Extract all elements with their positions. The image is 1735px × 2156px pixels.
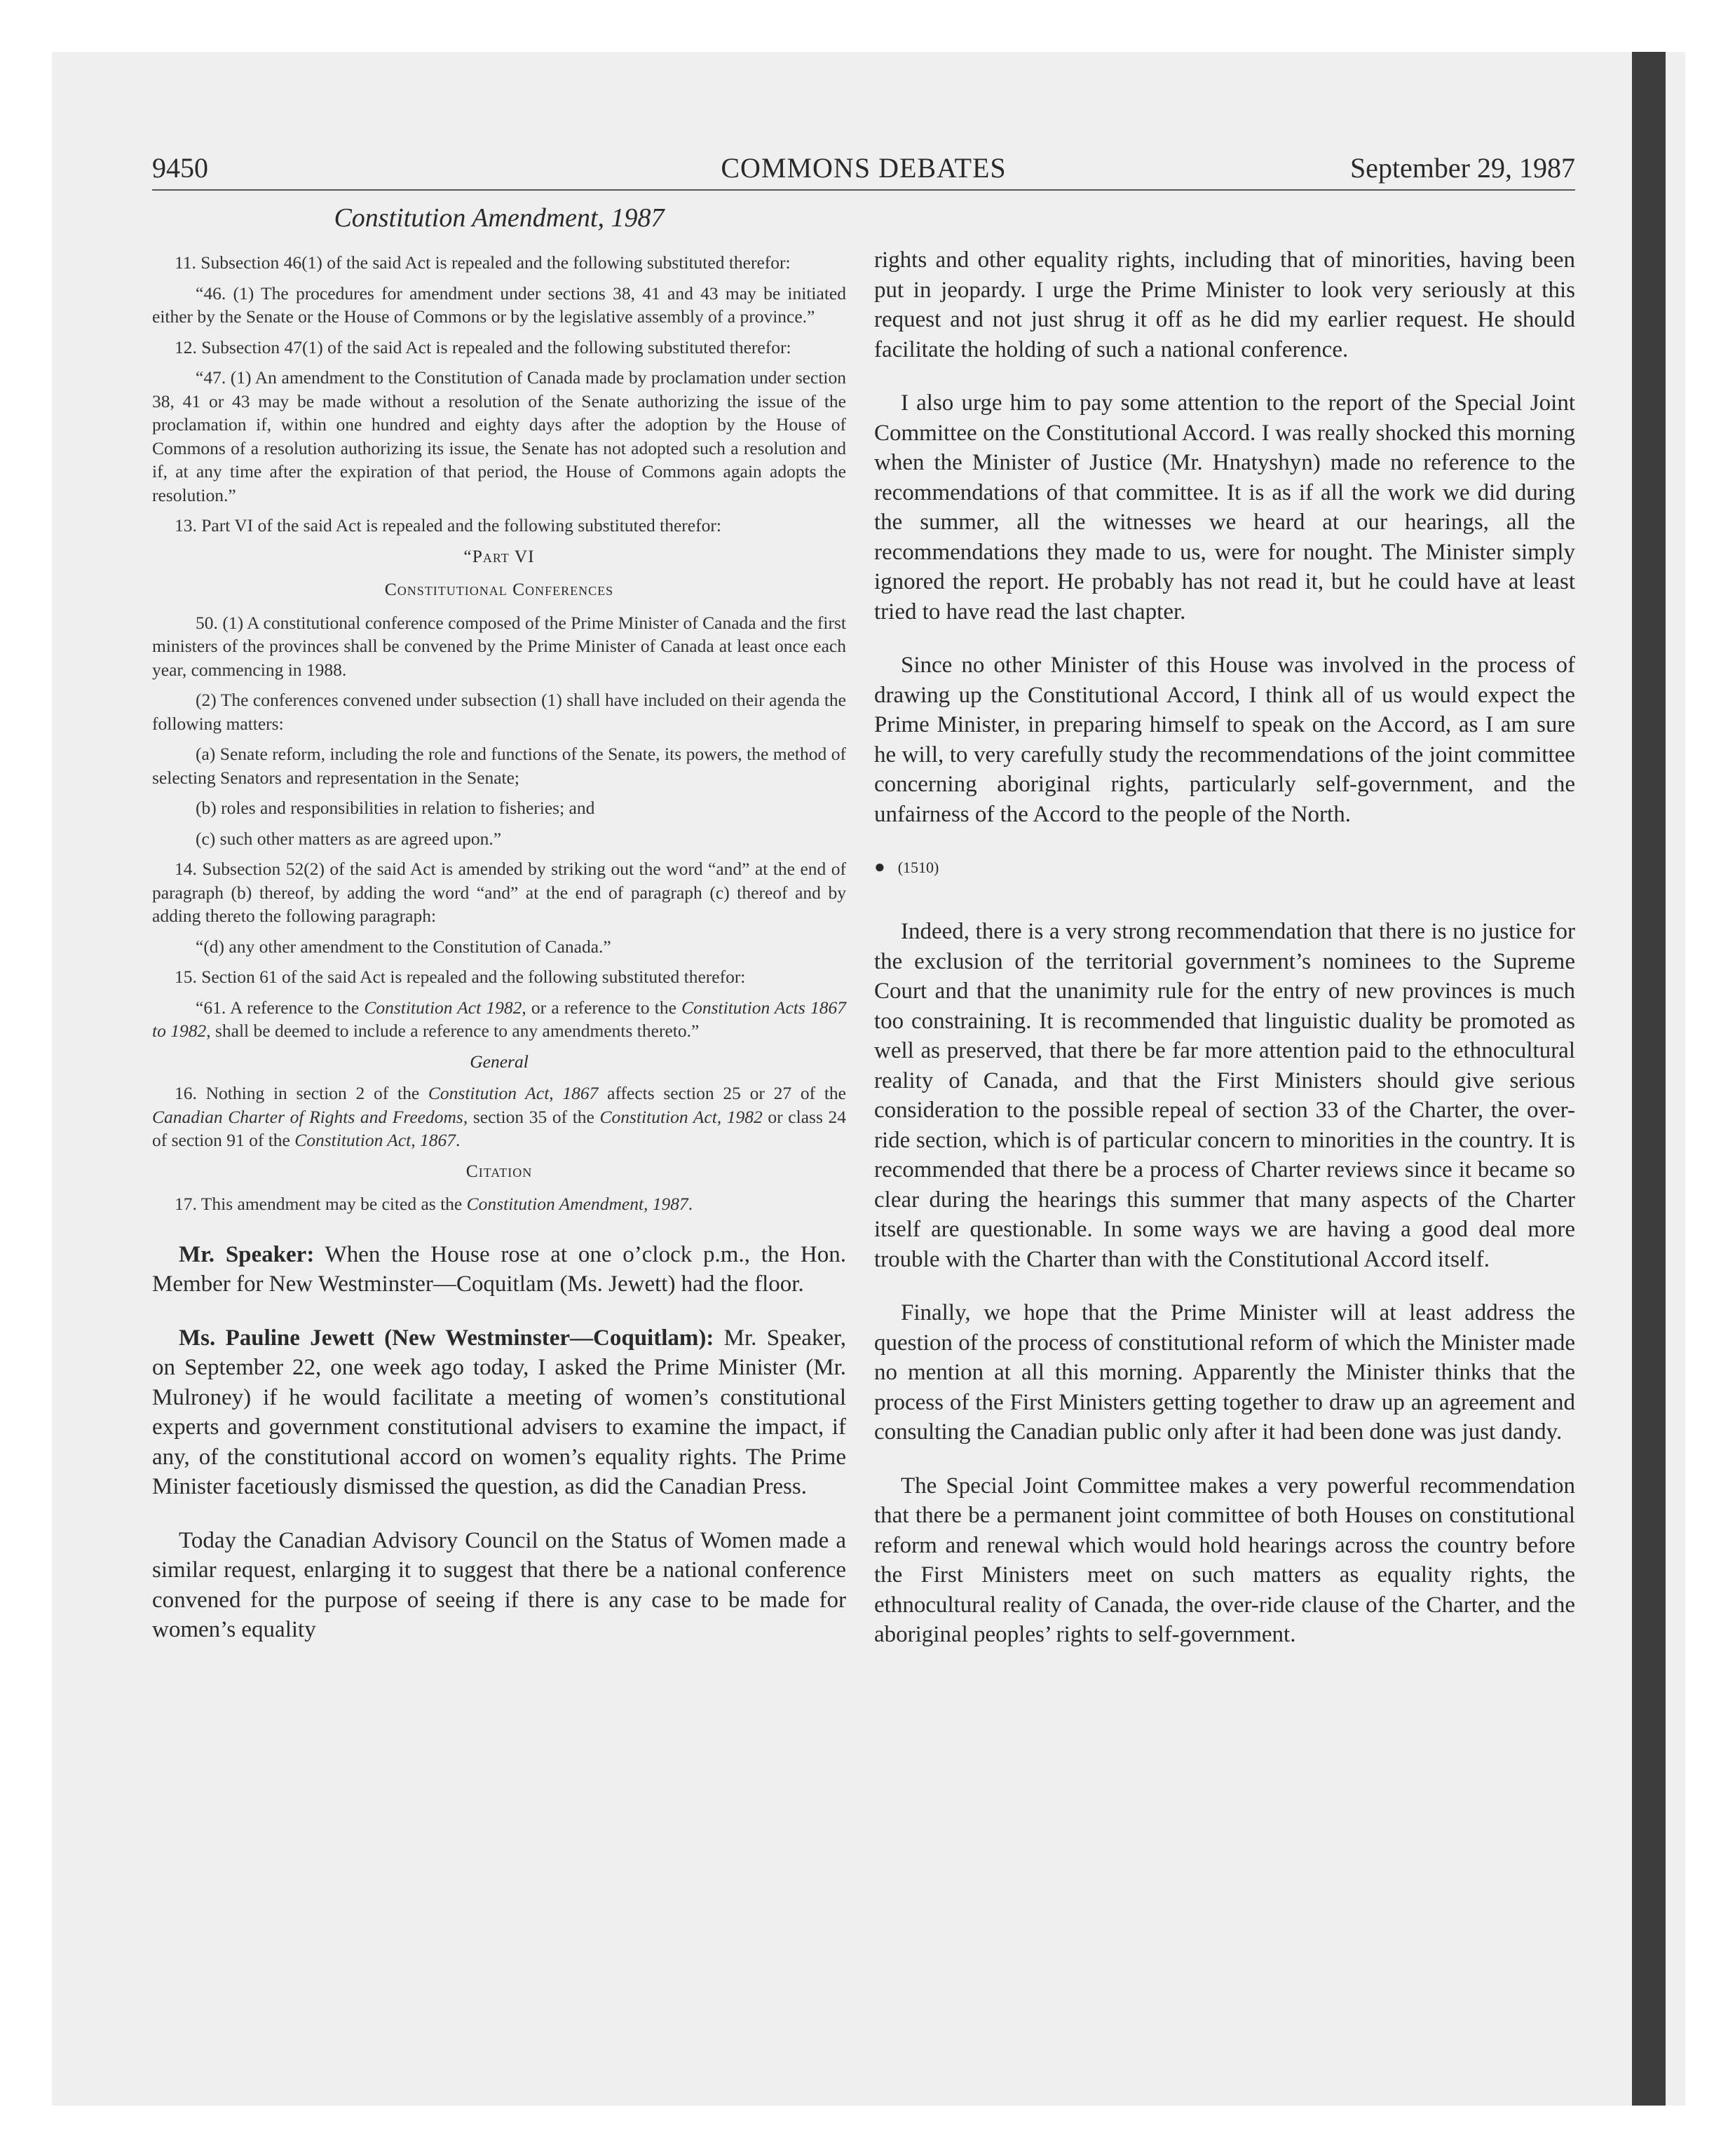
page-edge-shadow — [1632, 52, 1666, 2106]
speaker-name: Mr. Speaker: — [179, 1241, 315, 1267]
speech-paragraph: Today the Canadian Advisory Council on the Status of Women made a similar request, enlarging it to suggest that there be a national conference convened for the purpose of seeing if there is any case to be made for women’s equality — [152, 1527, 846, 1642]
page-number: 9450 — [152, 152, 208, 184]
quote-section-61: “61. A reference to the Constitution Act 1982, or a reference to the Constitution Acts 1867 to 1982, shall be deemed to include a reference to any amendments thereto.” — [152, 997, 846, 1041]
citation-heading: Citation — [465, 1160, 533, 1181]
constitutional-conferences-heading: Constitutional Conferences — [384, 579, 614, 599]
general-heading: General — [470, 1051, 529, 1072]
part-vi-heading: “Part VI — [463, 545, 535, 566]
section-50-1: 50. (1) A constitutional conference composed of the Prime Minister of Canada and the first ministers of the provinces shall be convened by the Prime Minister of Canada at least once each year, commencing in 1988. — [152, 612, 846, 680]
quote-section-47: “47. (1) An amendment to the Constitution of Canada made by proclamation under section 38, 41 or 43 may be made without a resolution of the Senate authorizing the issue of the proclamation if, within one hundred and eighty days after the adoption by the House of Commons of a resolution authorizing its issue, the Senate has not adopted such a resolution and if, at any time after the expiration of that period, the House of Commons again adopts the resolution.” — [152, 367, 846, 505]
speech-paragraph: rights and other equality rights, including that of minorities, having been put in jeopardy. I urge the Prime Minister to look very seriously at this request and not just shrug it off as he did my earlier request. He should facilitate the holding of such a national conference. — [874, 247, 1575, 362]
left-column — [152, 200, 846, 1669]
section-50-b: (b) roles and responsibilities in relation to fisheries; and — [196, 798, 595, 818]
jewett-statement: Ms. Pauline Jewett (New Westminster—Coquitlam): Mr. Speaker, on September 22, one week ago today, I asked the Prime Minister (Mr. Mulroney) if he would facilitate a meeting of women’s constitutional experts and government constitutional advisers to examine the impact, if any, of the constitutional accord on women’s equality rights. The Prime Minister facetiously dismissed the question, as did the Canadian Press. — [152, 1325, 846, 1499]
clause-15: 15. Section 61 of the said Act is repealed and the following substituted therefor: — [175, 967, 746, 987]
clause-11: 11. Subsection 46(1) of the said Act is repealed and the following substituted therefor: — [175, 252, 791, 273]
clause-16: 16. Nothing in section 2 of the Constitution Act, 1867 affects section 25 or 27 of the Canadian Charter of Rights and Freedoms, section 35 of the Constitution Act, 1982 or class 24 of section 91 of the Constitution Act, 1867. — [152, 1083, 847, 1150]
clause-17: 17. This amendment may be cited as the Constitution Amendment, 1987. — [175, 1194, 693, 1214]
sitting-date: September 29, 1987 — [1349, 152, 1575, 184]
speech-paragraph: Finally, we hope that the Prime Minister will at least address the question of the process of constitutional reform of which the Minister made no mention at all this morning. Apparently the Minister thinks that the process of the First Ministers getting together to draw up an agreement and consulting the Canadian public only after it had been done was just dandy. — [874, 1300, 1575, 1445]
member-name: Ms. Pauline Jewett (New Westminster—Coquitlam): — [179, 1325, 714, 1351]
speech-paragraph: Indeed, there is a very strong recommendation that there is no justice for the exclusion of the territorial government’s nominees to the Supreme Court and that the unanimity rule for the entry of new provinces is much too constraining. It is recommended that linguistic duality be promoted as well as preserved, that there be far more attention paid to the ethnocultural reality of Canada, and that the First Ministers should give serious consideration to the possible repeal of section 33 of the Charter, the over-ride section, which is of particular concern to minorities in the country. It is recommended that there be a process of Charter reviews since it became so clear during the hearings this summer that many aspects of the Charter itself are questionable. In some ways we are having a good deal more trouble with the Charter than with the Constitutional Accord itself. — [874, 919, 1575, 1272]
page-header — [152, 147, 1575, 191]
publication-title: COMMONS DEBATES — [721, 152, 1007, 184]
right-column — [874, 245, 1575, 1674]
speaker-statement: Mr. Speaker: When the House rose at one o’clock p.m., the Hon. Member for New Westminster—Coquitlam (Ms. Jewett) had the floor. — [152, 1241, 846, 1297]
section-heading: Constitution Amendment, 1987 — [334, 203, 665, 233]
clause-13: 13. Part VI of the said Act is repealed and the following substituted therefor: — [175, 515, 721, 535]
bullet-icon: ● — [874, 857, 885, 877]
quote-section-46: “46. (1) The procedures for amendment under sections 38, 41 and 43 may be initiated either by the Senate or the House of Commons or by the legislative assembly of a province.” — [152, 282, 846, 327]
speech-paragraph: I also urge him to pay some attention to the report of the Special Joint Committee on the Constitutional Accord. I was really shocked this morning when the Minister of Justice (Mr. Hnatyshyn) made no reference to the recommendations of that committee. It is as if all the work we did during the summer, all the witnesses we heard at our hearings, all the recommendations they made to us, were for nought. The Minister simply ignored the report. He probably has not read it, but he could have at least tried to have read the last chapter. — [874, 390, 1575, 625]
section-50-c: (c) such other matters as are agreed upon.” — [196, 828, 502, 849]
speech-paragraph: The Special Joint Committee makes a very powerful recommendation that there be a permanent joint committee of both Houses on constitutional reform and renewal which would hold hearings across the country before the First Ministers meet on such matters as equality rights, the ethnocultural reality of Canada, the over-ride clause of the Charter, and the aboriginal peoples’ rights to self-government. — [874, 1473, 1575, 1647]
section-50-a: (a) Senate reform, including the role and functions of the Senate, its powers, the method of selecting Senators and representation in the Senate; — [152, 744, 846, 788]
quote-paragraph-d: “(d) any other amendment to the Constitution of Canada.” — [196, 936, 611, 957]
clause-14: 14. Subsection 52(2) of the said Act is amended by striking out the word “and” at the end of paragraph (b) thereof, by adding the word “and” at the end of paragraph (c) thereof and by adding thereto the following paragraph: — [152, 859, 846, 926]
section-50-2: (2) The conferences convened under subsection (1) shall have included on their agenda the following matters: — [152, 690, 846, 734]
clause-12: 12. Subsection 47(1) of the said Act is repealed and the following substituted therefor: — [175, 336, 791, 357]
time-marker: ● (1510) — [874, 857, 939, 877]
speech-paragraph: Since no other Minister of this House was involved in the process of drawing up the Constitutional Accord, I think all of us would expect the Prime Minister, in preparing himself to speak on the Accord, as I am sure he will, to very carefully study the recommendations of the joint committee concerning aboriginal rights, particularly self-government, and the unfairness of the Accord to the people of the North. — [874, 653, 1575, 827]
